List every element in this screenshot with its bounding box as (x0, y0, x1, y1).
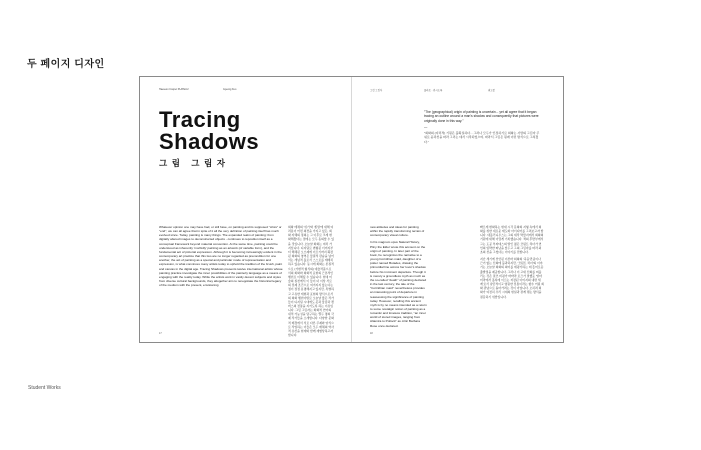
left-page-number: 17 (159, 332, 162, 335)
body-paragraph-kr: 지난 세기에 선언된 이른바 회화의 '죽음'만큼이나 근거 없는 신화에 불과하지만, '코린트 처녀'의 이야기는 오늘날 회화의 의미를 재평가하는 데 흥미로운 출발점을 제공합니다. 그러나 이 고대 신화를 떠올리는 것은 결코 비평가 바바라 로즈가 말했듯 '알타미라에서 폴록에 이르는 저장된 이미지의 내면 세계'로서 낭만적이고 영원한 전통이라는 향수 어린 회화 관념으로 돌아가려는 것이 아닙니다. 오히려 회화가 여전히 우리 시대의 현실과 관계 맺는 방식을 질문하기 위함입니다. (480, 257, 545, 299)
left-body-column-kr (288, 225, 334, 338)
page-heading: 두 페이지 디자인 (27, 59, 105, 70)
quote-english: "The (geographical) origin of painting is uncertain... yet all agree that it began tracing an outline around a man's shadow and consequently that pictures were originally done in this way." (424, 110, 539, 123)
quote-korean: "회화의 (지리적) 기원은 불확실하다... 그러나 모두가 인정하기로 회화는 사람의 그림자 주위로 윤곽선을 따라 그리는 데서 시작되었으며, 따라서 그림은 원래 이런 방식으로 그려졌다." (424, 131, 540, 144)
body-paragraph-kr: 빠르게 변화하는 현대 시각 문화의 지형 속에서 회화를 위한 새로운 태도와 아이디어를 그려보고자 합니다. 대플리니우스는 그의 대작 박물지에서 회화의 기원에 대해 이렇게 기록했습니다. 책의 후반부에서 그는 도공 부타데스의 딸인 젊은 코린트 처녀가 연인의 임박한 떠남을 앞두고 그의 그림자를 따라 최초의 선을 그었다는 이야기를 전합니다. (480, 225, 544, 254)
right-page (352, 77, 565, 342)
quote-dash: — (424, 124, 428, 129)
left-running-header-author: Gyeong Kuo (223, 88, 237, 91)
right-running-header-publication: 플라토 · 전시도록 (424, 89, 443, 92)
title-line-2: Shadows (159, 129, 260, 154)
right-running-header: 그림 그림자 (370, 89, 383, 92)
right-page-number: 18 (370, 332, 373, 335)
body-paragraph: In his magnum opus Natural History, Pliny the Elder wrote this account on the origin of painting. In later part of the book, he recognizes the narrative to a young Corinthian maid, daughter of a potter named Butades, drawing the primordial line across her lover's shadow before his imminent departure. Though it is merely a groundless myth as much as the so-called "death" of painting declared in the last century, the tale of the "Corinthian maid" nevertheless provides an interesting point of departure in reassessing the significance of painting today. However, recalling this ancient myth is by no means intended as a return to some nostalgic notion of painting as a romantic and timeless tradition, "an inner world of stored images, ranging from Altamira to Pollock" as critic Barbara Rose once declared. (370, 240, 427, 328)
right-body-column-en (370, 225, 427, 333)
page-subtitle: 그림 그림자 (159, 158, 230, 168)
right-body-column-kr (480, 225, 544, 333)
right-running-header-author: 최고봉 (488, 89, 495, 92)
left-body-column-en (159, 225, 283, 333)
body-paragraph: Whatever opinion one may have had, or still have, on painting and its supposed "crisis" or "end", we can all agree that in spite of it all the very definition of painting itself has much evolved since. Today, painting is many things. The expanded realm of painting: from digitally altered images to deconstructed objects - continues to reposition itself as a conceptual framework beyond material convention. At the same time, painting could be understood as inherently 'morbidly' painting as an artwork (of variable form), and the fundamental act of pictorial expression. Although it is becoming increasingly evident in the contemporary art practice that this two are no longer regarded as precondition for one another, the act of painting as a special and particular mode of representation and expression, is what convinces many artists today to uphold the tradition of the brush, paint and canvas in the digital age. Tracing Shadows presents twelve international artists whose painting practice investigate the inner possibilities of the painterly language as a means of engaging with the reality today. While the artists work in vastly decent subjects and styles from diverse cultural backgrounds, they altogether aim to renegotiate the historical legacy of the medium with the present, envisioning (159, 225, 283, 288)
epigraph-quote (424, 110, 542, 144)
body-paragraph-kr: 회화 매체의 '위기'와 '종말'에 대해 여러분이 어떤 의견을 가지고 있든, 회화 자체의 정의는 그 이후로 크게 변화해왔다는 점에는 모두 동의할 수 있을 것입니다. 오늘날 회화는 여러 가지입니다. 디지털로 변형된 이미지부터 해체된 오브제에 이르기까지 확장된 회화의 영역은 물질적 관습을 넘어서는 개념적 틀로서 스스로를 재배치하고 있습니다. 동시에 회화는 본질적으로 (가변적 형식의) 예술작품으로서의 회화와 회화적 표현의 근본적인 행위로 이해될 수 있습니다. 현대 미술의 실천에서 이 둘이 더 이상 서로의 전제 조건으로 여겨지지 않는다는 점이 점점 분명해지고 있지만, 특별하고 고유한 재현과 표현의 방식으로서의 회화 행위야말로 오늘날 많은 작가들이 디지털 시대에도 붓과 물감과 캔버스의 전통을 지키도록 하는 이유입니다. 그림 그림자는 회화적 언어의 내적 가능성을 탐구하는 열두 명의 국제 작가들을 소개합니다. 다양한 문화적 배경에서 서로 다른 주제와 양식으로 작업하는 이들은 모두 매체의 역사적 유산을 현재와 함께 재협상하고자 합니다. (288, 225, 334, 338)
book-spread (139, 76, 564, 343)
title-line-1: Tracing (159, 107, 241, 132)
body-paragraph: new attitudes and ideas for painting within the rapidly transforming terrain of contemporary visual culture. (370, 225, 425, 238)
page-title (159, 109, 259, 153)
left-running-header: Haeseon Cooper PLATEAU (159, 88, 189, 91)
left-page (140, 77, 351, 342)
footer-caption: Student Works (28, 385, 61, 391)
